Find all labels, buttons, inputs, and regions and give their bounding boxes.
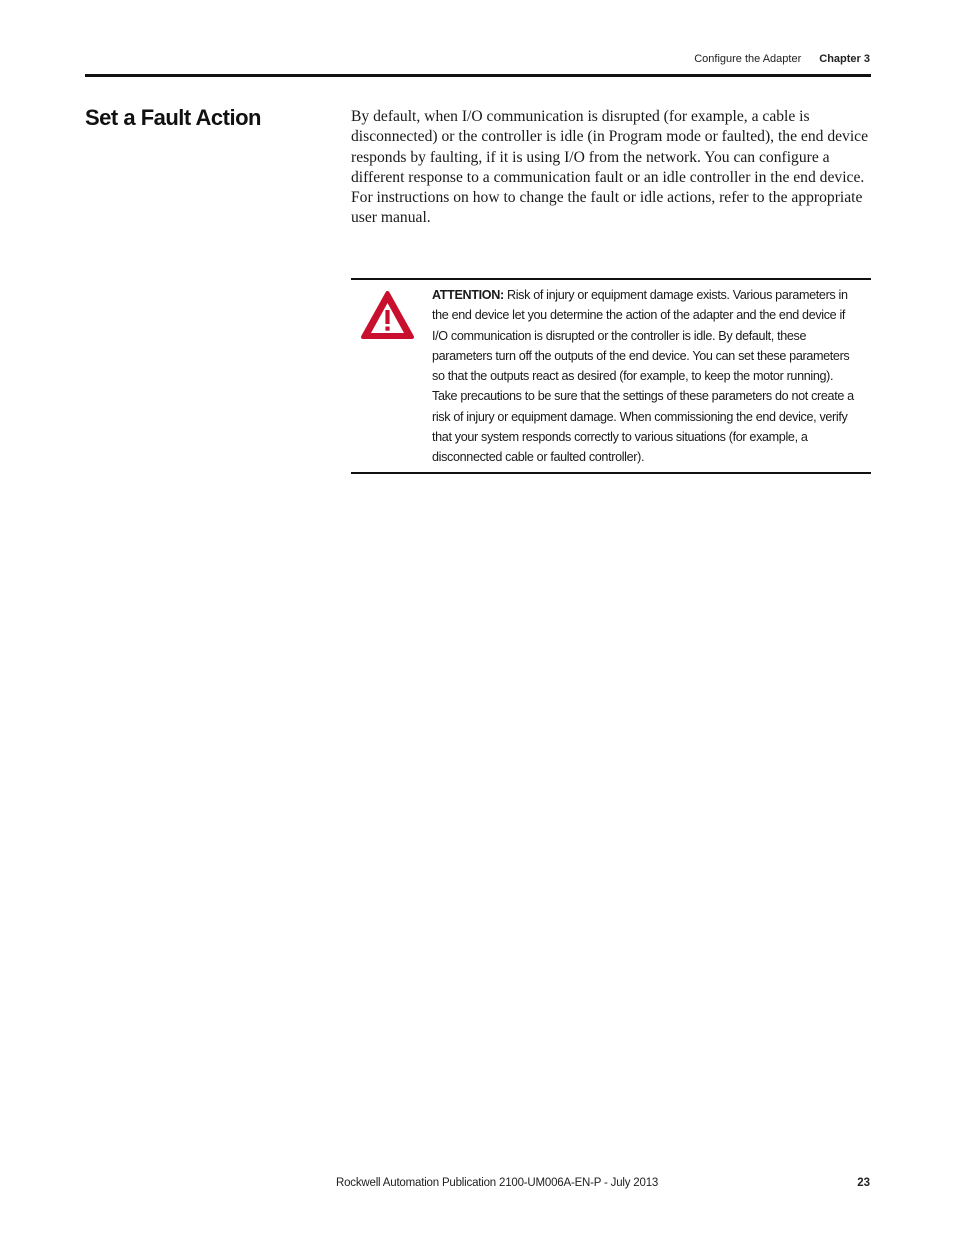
attention-text: Risk of injury or equipment damage exists. Various parameters in the end device let you determine the action of the adapter and the end device if I/O communication is disrupted or the controller is idle. By default, these parameters turn off the outputs of the end device. You can set these parameters so that the outputs react as desired (for example, to keep the motor running). Take precautions to be sure that the settings of these parameters do not create a risk of injury or equipment damage. When commissioning the end device, verify that your system responds correctly to various situations (for example, a disconnected cable or faulted controller). — [432, 288, 854, 465]
running-header — [694, 53, 870, 65]
running-header-chapter: Chapter 3 — [819, 53, 870, 65]
header-rule — [85, 74, 871, 77]
warning-triangle-icon — [360, 290, 415, 340]
attention-box — [351, 278, 871, 474]
body-paragraph: By default, when I/O communication is disrupted (for example, a cable is disconnected) or the controller is idle (in Program mode or faulted), the end device responds by faulting, if it is using I/O from the network. You can configure a different response to a communication fault or an idle controller in the end device. For instructions on how to change the fault or idle actions, refer to the appropriate user manual. — [351, 108, 869, 227]
running-header-section: Configure the Adapter — [694, 53, 802, 65]
footer-publication: Rockwell Automation Publication 2100-UM006A-EN-P - July 2013 — [336, 1177, 659, 1189]
attention-message — [432, 285, 858, 468]
page-number: 23 — [857, 1177, 870, 1189]
section-title: Set a Fault Action — [85, 105, 261, 130]
attention-label: ATTENTION: — [432, 288, 504, 302]
